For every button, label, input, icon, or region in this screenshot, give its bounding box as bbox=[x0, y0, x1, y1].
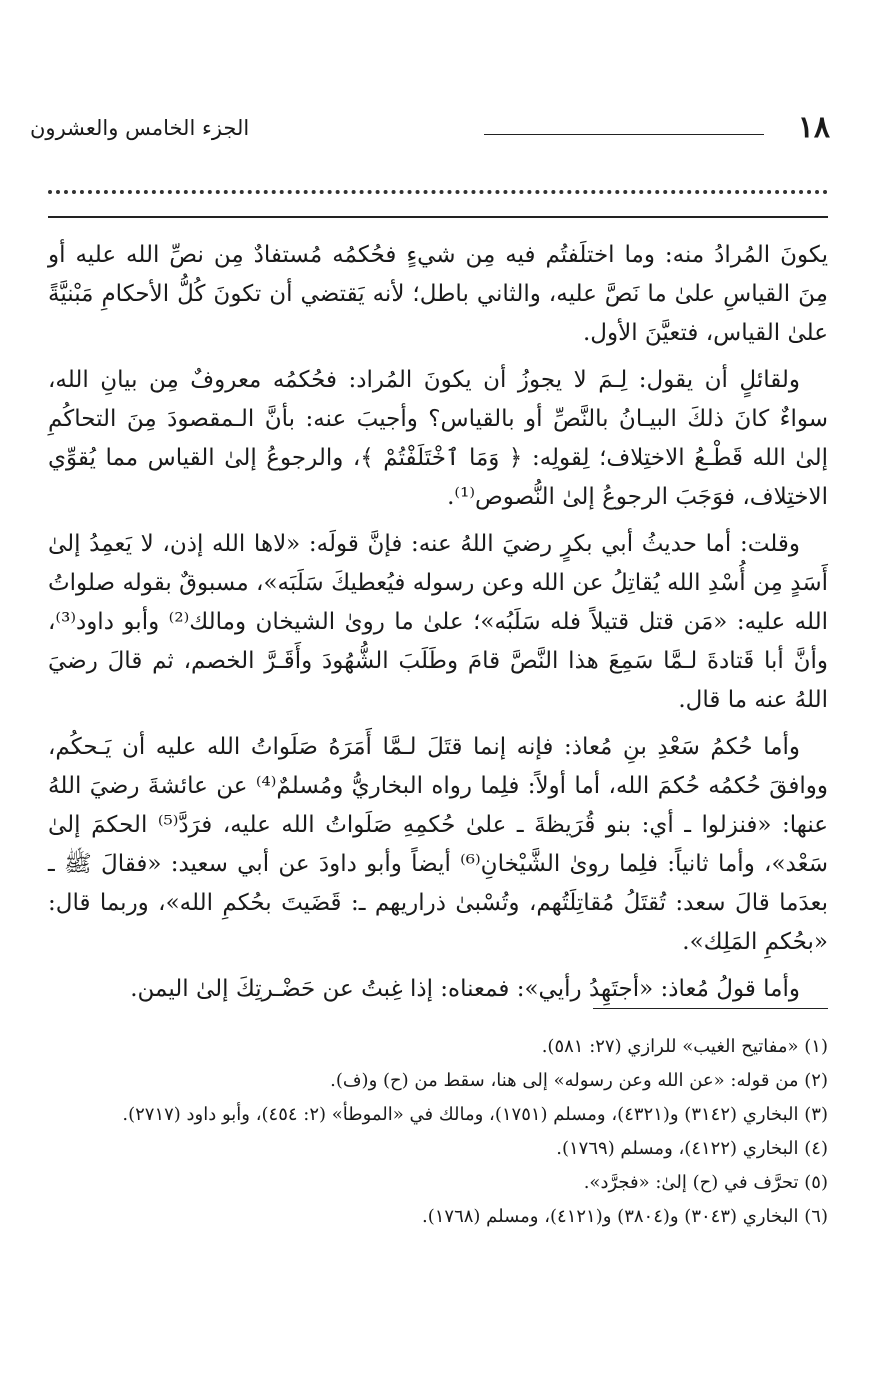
footnote: (٢) من قوله: «عن الله وعن رسوله» إلى هنا، سقط من (ح) و(ف). bbox=[330, 1070, 828, 1091]
footnote: (٣) البخاري (٣١٤٢) و(٤٣٢١)، ومسلم (١٧٥١)، ومالك في «الموطأ» (٢: ٤٥٤)، وأبو داود (٢٧١٧). bbox=[122, 1104, 828, 1125]
top-rule bbox=[48, 216, 828, 218]
paragraph: وقلت: أما حديثُ أبي بكرٍ رضيَ اللهُ عنه: فإنَّ قولَه: «لاها الله إذن، لا يَعمِدُ إلىٰ أَسَدٍ مِن أُسْدِ الله يُقاتِلُ عن الله وعن رسوله فيُعطيكَ سَلَبَه»، مسبوقٌ بقوله صلواتُ الله عليه: «مَن قتل قتيلاً فله سَلَبُه»؛ علىٰ ما روىٰ الشيخان ومالك⁽²⁾ وأبو داود⁽³⁾، وأنَّ أبا قَتادةَ لـمَّا سَمِعَ هذا النَّصَّ قامَ وطَلَبَ الشُّهُودَ وأَقَـرَّ الخصم، ثم قالَ رضيَ اللهُ عنه ما قال. bbox=[48, 531, 829, 713]
footnotes bbox=[48, 1030, 828, 1234]
header-rule bbox=[484, 134, 764, 135]
paragraph: يكونَ المُرادُ منه: وما اختلَفتُم فيه مِن شيءٍ فحُكمُه مُستفادٌ مِن نصِّ الله عليه أو مِنَ القياسِ علىٰ ما نَصَّ عليه، والثاني باطل؛ لأنه يَقتضي أن تكونَ كُلُّ الأحكامِ مَبْنيَّةً علىٰ القياس، فتعيَّنَ الأول. bbox=[48, 242, 828, 346]
footnote: (١) «مفاتيح الغيب» للرازي (٢٧: ٥٨١). bbox=[541, 1036, 828, 1057]
body-text bbox=[48, 236, 828, 1017]
dotted-separator bbox=[48, 190, 828, 194]
footnote: (٤) البخاري (٤١٢٢)، ومسلم (١٧٦٩). bbox=[556, 1138, 828, 1159]
footnote: (٥) تحرَّف في (ح) إلىٰ: «فجرَّد». bbox=[583, 1172, 828, 1193]
part-title: الجزء الخامس والعشرون bbox=[30, 116, 250, 140]
page-header bbox=[30, 112, 830, 152]
paragraph: ولقائلٍ أن يقول: لِـمَ لا يجوزُ أن يكونَ المُراد: فحُكمُه معروفٌ مِن بيانِ الله، سواءٌ كانَ ذلكَ البيـانُ بالنَّصِّ أو بالقياس؟ وأجيبَ عنه: بأنَّ الـمقصودَ مِنَ التحاكُمِ إلىٰ الله قَطْـعُ الاختِلاف؛ لِقولِه: ﴿ وَمَا ٱخْتَلَفْتُمْ ﴾، والرجوعُ إلىٰ القياس مما يُقوِّي الاختِلاف، فوَجَبَ الرجوعُ إلىٰ النُّصوص⁽¹⁾. bbox=[48, 367, 828, 510]
footnote-separator bbox=[593, 1008, 828, 1009]
paragraph: وأما قولُ مُعاذ: «أجتَهِدُ رأيي»: فمعناه: إذا غِبتُ عن حَضْـرتِكَ إلىٰ اليمن. bbox=[130, 976, 800, 1002]
footnote: (٦) البخاري (٣٠٤٣) و(٣٨٠٤) و(٤١٢١)، ومسلم (١٧٦٨). bbox=[421, 1206, 828, 1227]
page-number: ١٨ bbox=[797, 110, 830, 145]
paragraph: وأما حُكمُ سَعْدِ بنِ مُعاذ: فإنه إنما قتَلَ لـمَّا أَمَرَهُ صَلَواتُ الله عليه أن يَـحكُم، ووافقَ حُكمُه حُكمَ الله، أما أولاً: فلِما رواه البخاريُّ ومُسلمٌ⁽⁴⁾ عن عائشةَ رضيَ اللهُ عنها: «فنزلوا ـ أي: بنو قُرَيظةَ ـ علىٰ حُكمِهِ صَلَواتُ الله عليه، فرَدَّ⁽⁵⁾ الحكمَ إلىٰ سَعْد»، وأما ثانياً: فلِما روىٰ الشَّيْخانِ⁽⁶⁾ أيضاً وأبو داودَ عن أبي سعيد: «فقالَ ﷺ ـ بعدَما قالَ سعد: تُقتَلُ مُقاتِلَتُهم، وتُسْبىٰ ذراريهم ـ: قَضَيتَ بحُكمِ الله»، وربما قال: «بحُكمِ المَلِك». bbox=[48, 734, 828, 955]
